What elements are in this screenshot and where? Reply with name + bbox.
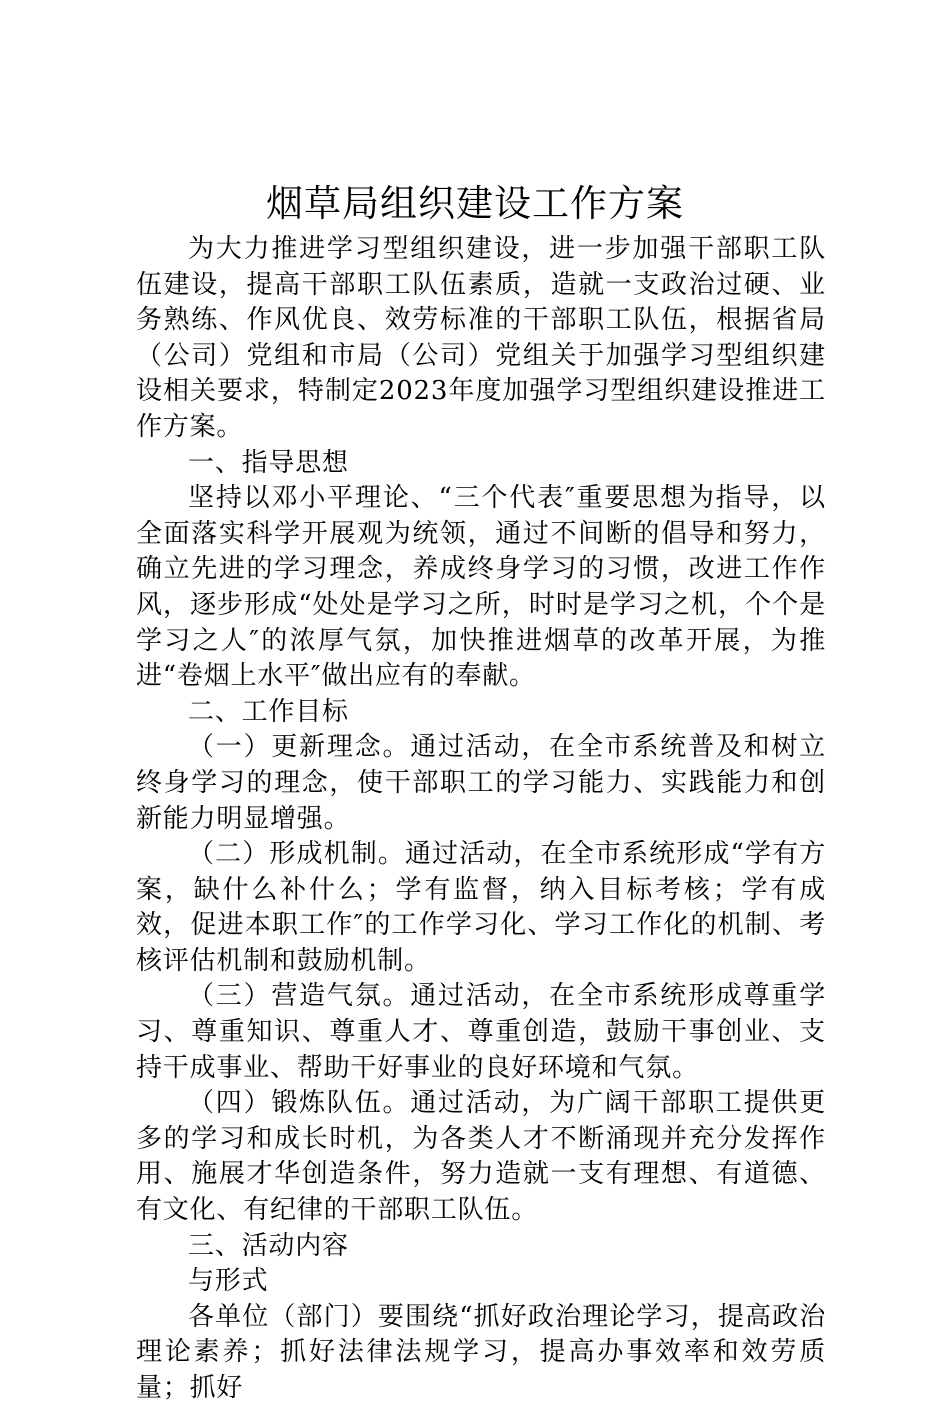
goal-paragraph-3: （三）营造气氛。通过活动，在全市系统形成尊重学习、尊重知识、尊重人才、尊重创造，鼓励干事创业、支持干成事业、帮助干好事业的良好环境和气氛。: [136, 981, 826, 1083]
goal-paragraph-4: （四）锻炼队伍。通过活动，为广阔干部职工提供更多的学习和成长时机，为各类人才不断涌现并充分发挥作用、施展才华创造条件，努力造就一支有理想、有道德、有文化、有纪律的干部职工队伍。: [136, 1088, 826, 1226]
section-heading-guiding-ideology: 一、指导思想: [188, 447, 349, 478]
section-heading-activity-content: 三、活动内容: [188, 1230, 349, 1261]
section-heading-activity-content-continued: 与形式: [188, 1266, 269, 1297]
section-heading-work-goals: 二、工作目标: [188, 696, 349, 727]
document-body: [136, 232, 826, 1407]
activity-content-paragraph: 各单位（部门）要围绕“抓好政治理论学习，提高政治理论素养；抓好法律法规学习，提高办事效率和效劳质量；抓好: [136, 1301, 826, 1403]
goal-paragraph-2: （二）形成机制。通过活动，在全市系统形成“学有方案，缺什么补什么；学有监督，纳入目标考核；学有成效，促进本职工作″的工作学习化、学习工作化的机制、考核评估机制和鼓励机制。: [136, 839, 826, 976]
document-title: 烟草局组织建设工作方案: [266, 182, 684, 225]
goal-paragraph-1: （一）更新理念。通过活动，在全市系统普及和树立终身学习的理念，使干部职工的学习能力、实践能力和创新能力明显增强。: [136, 732, 826, 834]
guiding-ideology-paragraph: 坚持以邓小平理论、“三个代表″重要思想为指导，以全面落实科学开展观为统领，通过不间断的倡导和努力，确立先进的学习理念，养成终身学习的习惯，改进工作作风，逐步形成“处处是学习之所，时时是学习之机，个个是学习之人″的浓厚气氛，加快推进烟草的改革开展，为推进“卷烟上水平″做出应有的奉献。: [136, 483, 826, 692]
intro-paragraph: 为大力推进学习型组织建设，进一步加强干部职工队伍建设，提高干部职工队伍素质，造就一支政治过硬、业务熟练、作风优良、效劳标准的干部职工队伍，根据省局（公司）党组和市局（公司）党组关于加强学习型组织建设相关要求，特制定2023年度加强学习型组织建设推进工作方案。: [136, 234, 826, 442]
